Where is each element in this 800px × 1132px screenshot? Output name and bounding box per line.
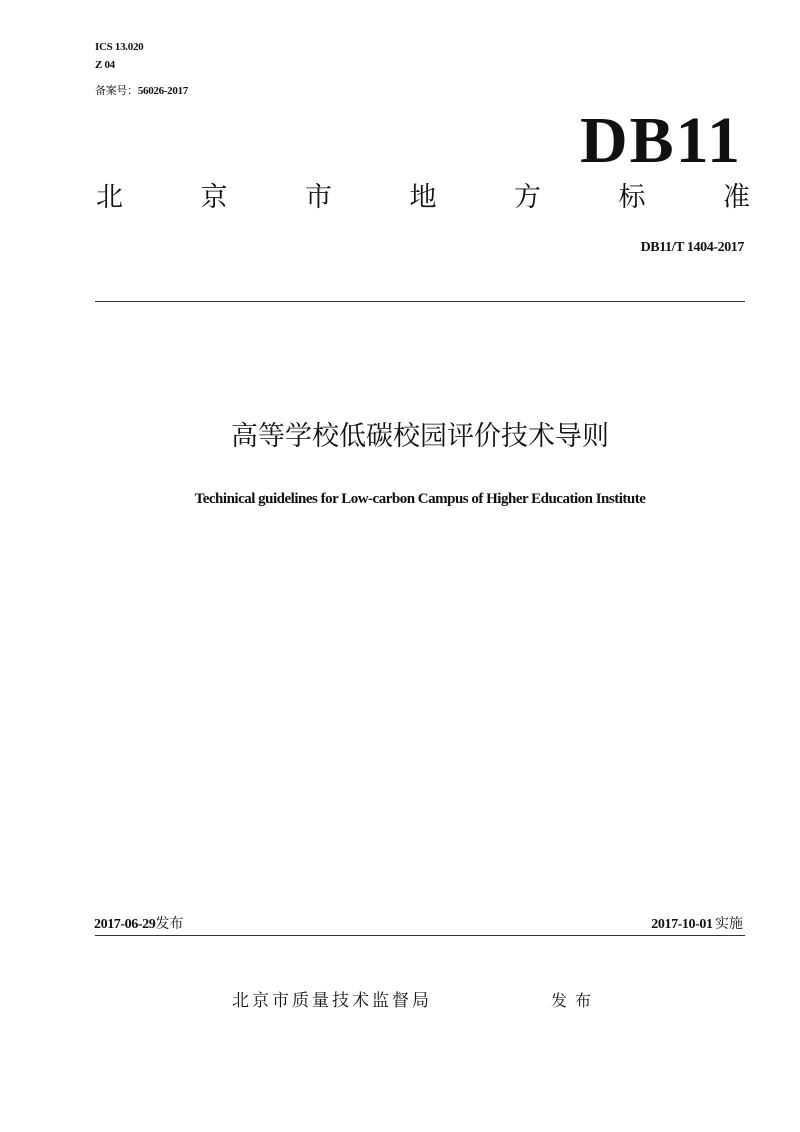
- standard-type-char: 准: [723, 182, 750, 213]
- issue-date: 2017-06-29: [94, 917, 156, 932]
- issue-label: 发布: [155, 916, 184, 932]
- header-divider: [95, 301, 745, 302]
- issue-date-line: [94, 914, 183, 935]
- document-title-english: Techinical guidelines for Low-carbon Campus of Higher Education Institute: [194, 491, 646, 507]
- record-number-line: [95, 84, 188, 98]
- ccs-code: Z 04: [95, 59, 115, 71]
- standard-number: DB11/T 1404-2017: [640, 240, 744, 255]
- standard-type-char: 市: [305, 182, 332, 213]
- document-title-chinese: 高等学校低碳校园评价技术导则: [231, 421, 609, 452]
- footer-divider: [95, 935, 745, 936]
- standard-type-char: 标: [618, 182, 646, 213]
- standard-type: [96, 181, 750, 215]
- implement-date: 2017-10-01: [651, 917, 713, 932]
- publisher-name: 北京市质量技术监督局: [232, 991, 432, 1011]
- standard-type-char: 方: [514, 182, 541, 213]
- implement-label: 实施: [715, 916, 743, 932]
- standard-type-char: 北: [96, 182, 123, 213]
- publisher-action: 发布: [551, 991, 600, 1010]
- ics-code: ICS 13.020: [95, 41, 144, 53]
- implement-date-line: [651, 914, 743, 935]
- standard-type-char: 京: [200, 182, 228, 213]
- record-number-value: 56026-2017: [137, 85, 188, 97]
- standard-code: DB11: [579, 104, 742, 177]
- record-number-label: 备案号：: [95, 84, 138, 97]
- standard-type-char: 地: [409, 182, 437, 213]
